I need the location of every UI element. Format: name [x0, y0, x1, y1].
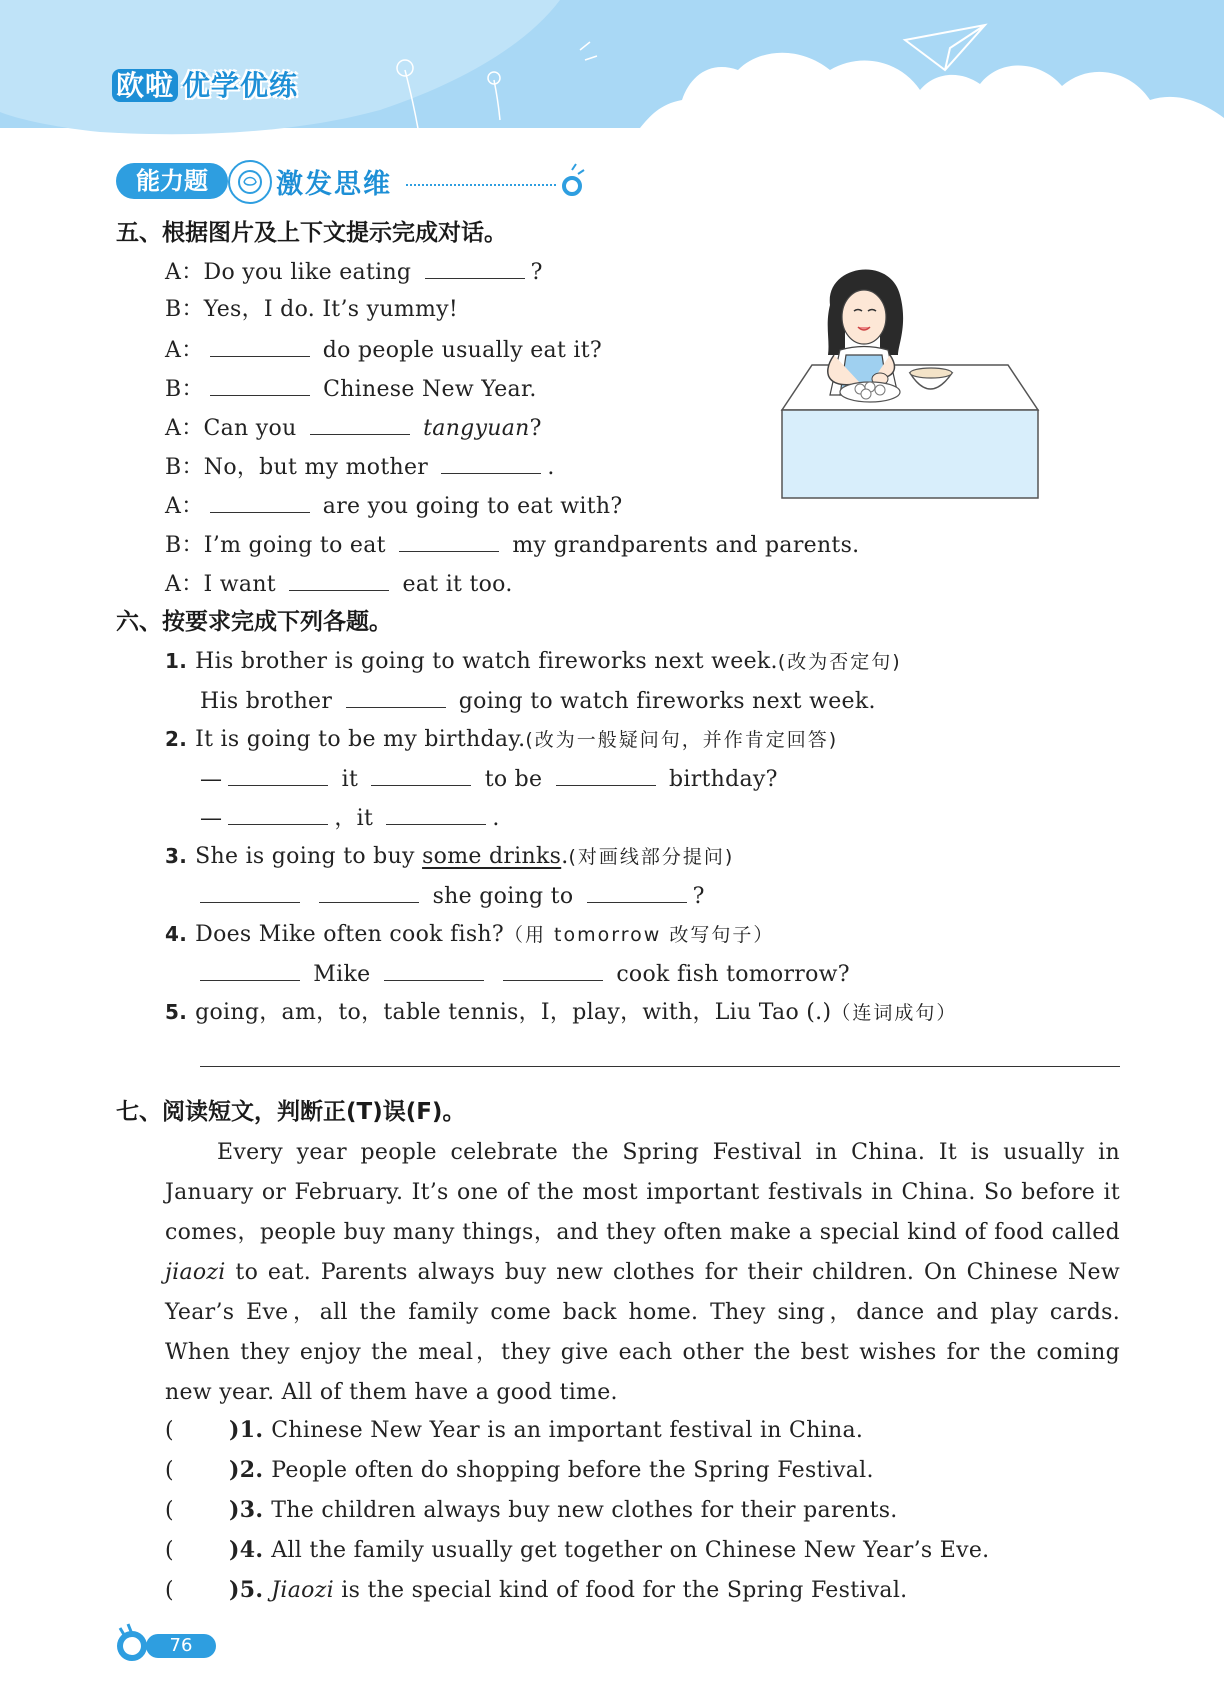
- q6-item-3: 3. She is going to buy some drinks.(对画线部分提问): [165, 844, 735, 869]
- underlined-phrase: some drinks: [422, 844, 562, 869]
- answer-blank[interactable]: [228, 802, 328, 825]
- answer-blank[interactable]: [289, 568, 389, 591]
- reading-passage: Every year people celebrate the Spring Festival in China. It is usually in January or February. It’s one of the most important festivals in China. So before it comes，people buy many things，and they often make a special kind of food called jiaozi to eat. Parents always buy new clothes for their children. On Chinese New Year’s Eve，all the family come back home. They sing，dance and play cards. When they enjoy the meal，they give each other the best wishes for the coming new year. All of them have a good time.: [165, 1140, 1120, 1405]
- tf-item-4: ( )4. All the family usually get together on Chinese New Year’s Eve.: [165, 1535, 989, 1566]
- answer-blank[interactable]: [200, 958, 300, 981]
- answer-bracket[interactable]: (: [165, 1418, 174, 1443]
- answer-blank[interactable]: [346, 685, 446, 708]
- answer-blank[interactable]: [386, 802, 486, 825]
- page-header: [0, 0, 1224, 140]
- brain-icon: [228, 160, 272, 204]
- q5-line-3: A： do people usually eat it?: [165, 334, 602, 366]
- answer-bracket[interactable]: (: [165, 1578, 174, 1603]
- tf-item-5: ( )5. Jiaozi is the special kind of food for the Spring Festival.: [165, 1575, 907, 1606]
- q6-item-5: 5. going，am，to，table tennis，I，play，with，Liu Tao (.)（连词成句）: [165, 1000, 958, 1025]
- q6-item-1: 1. His brother is going to watch fireworks next week.(改为否定句): [165, 649, 902, 674]
- answer-blank[interactable]: [503, 958, 603, 981]
- brand-logo: [112, 64, 298, 104]
- q6-item-5-answer-line[interactable]: [200, 1066, 1120, 1067]
- answer-bracket[interactable]: (: [165, 1538, 174, 1563]
- tf-item-1: ( )1. Chinese New Year is an important festival in China.: [165, 1415, 863, 1446]
- q5-line-2: B：Yes，I do. It’s yummy!: [165, 297, 459, 322]
- answer-blank[interactable]: [556, 763, 656, 786]
- answer-blank[interactable]: [425, 256, 525, 279]
- answer-blank[interactable]: [399, 529, 499, 552]
- q7-heading: 七、阅读短文，判断正(T)误(F)。: [116, 1099, 466, 1125]
- q6-item-4-answer: Mike cook fish tomorrow?: [200, 958, 850, 990]
- q6-item-1-answer: His brother going to watch fireworks next week.: [200, 685, 876, 717]
- answer-blank[interactable]: [587, 880, 687, 903]
- woman-making-tangyuan-illustration: [780, 255, 1042, 500]
- answer-blank[interactable]: [319, 880, 419, 903]
- swirl-decoration-icon: [558, 162, 588, 202]
- section-banner: [116, 160, 586, 202]
- tf-item-3: ( )3. The children always buy new clothes for their parents.: [165, 1495, 898, 1526]
- q6-item-4: 4. Does Mike often cook fish?（用 tomorrow 改写句子）: [165, 922, 775, 947]
- answer-blank[interactable]: [210, 334, 310, 357]
- answer-blank[interactable]: [371, 763, 471, 786]
- q5-line-5: A：Can you tangyuan?: [165, 412, 542, 444]
- q6-heading: 六、按要求完成下列各题。: [116, 609, 392, 635]
- q6-item-2-answer-question: — it to be birthday?: [200, 763, 778, 795]
- q5-line-6: B：No，but my mother .: [165, 451, 555, 483]
- answer-bracket[interactable]: (: [165, 1498, 174, 1523]
- banner-dotted-line: [406, 184, 556, 186]
- q6-item-3-answer: she going to ?: [200, 880, 705, 912]
- answer-blank[interactable]: [384, 958, 484, 981]
- q6-item-2: 2. It is going to be my birthday.(改为一般疑问句，并作肯定回答): [165, 727, 839, 752]
- q5-line-1: A：Do you like eating ?: [165, 256, 543, 288]
- q5-line-9: A：I want eat it too.: [165, 568, 513, 600]
- answer-blank[interactable]: [210, 490, 310, 513]
- brand-logo-part1: 欧啦: [112, 69, 178, 102]
- page-footer: [112, 1620, 222, 1664]
- q6-item-2-answer-reply: — ，it .: [200, 802, 500, 834]
- answer-blank[interactable]: [200, 880, 300, 903]
- answer-blank[interactable]: [441, 451, 541, 474]
- tf-item-2: ( )2. People often do shopping before the Spring Festival.: [165, 1455, 874, 1486]
- q5-line-8: B：I’m going to eat my grandparents and parents.: [165, 529, 859, 561]
- q5-line-7: A： are you going to eat with?: [165, 490, 622, 522]
- brand-logo-part2: 优学优练: [182, 69, 299, 102]
- page-number: 76: [146, 1634, 216, 1658]
- answer-blank[interactable]: [228, 763, 328, 786]
- answer-blank[interactable]: [210, 373, 310, 396]
- section-title: 激发思维: [276, 169, 392, 200]
- q5-heading: 五、根据图片及上下文提示完成对话。: [116, 220, 507, 246]
- section-badge: 能力题: [116, 163, 228, 199]
- answer-blank[interactable]: [310, 412, 410, 435]
- answer-bracket[interactable]: (: [165, 1458, 174, 1483]
- q5-line-4: B： Chinese New Year.: [165, 373, 537, 405]
